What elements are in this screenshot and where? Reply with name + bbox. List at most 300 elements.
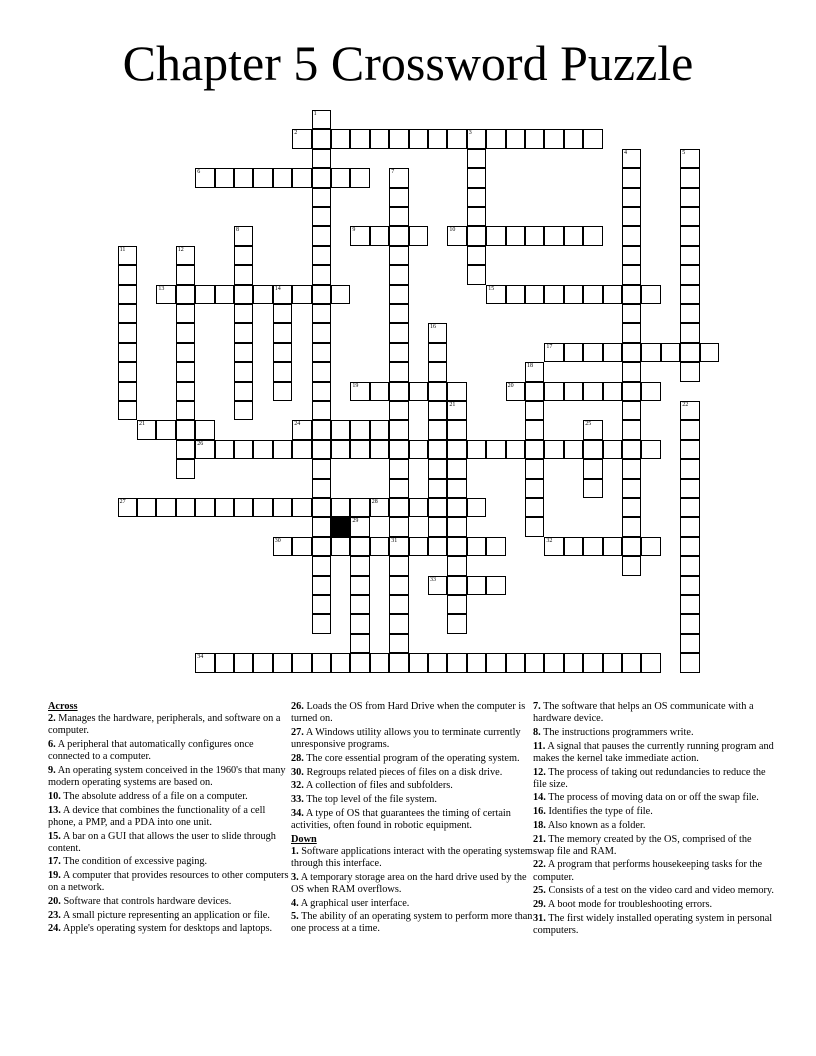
grid-cell[interactable] — [350, 168, 369, 187]
grid-cell[interactable] — [622, 226, 641, 245]
grid-cell[interactable] — [350, 595, 369, 614]
grid-cell[interactable] — [641, 653, 660, 672]
grid-cell[interactable] — [680, 498, 699, 517]
grid-cell[interactable] — [350, 226, 369, 245]
grid-cell[interactable] — [486, 285, 505, 304]
grid-cell[interactable] — [447, 517, 466, 536]
grid-cell[interactable] — [680, 168, 699, 187]
grid-cell[interactable] — [312, 556, 331, 575]
grid-cell[interactable] — [312, 304, 331, 323]
grid-cell[interactable] — [389, 401, 408, 420]
grid-cell[interactable] — [215, 440, 234, 459]
grid-cell[interactable] — [428, 479, 447, 498]
grid-cell[interactable] — [253, 498, 272, 517]
grid-cell[interactable] — [389, 498, 408, 517]
grid-cell[interactable] — [253, 168, 272, 187]
grid-cell[interactable] — [292, 285, 311, 304]
grid-cell[interactable] — [680, 323, 699, 342]
grid-cell[interactable] — [409, 537, 428, 556]
grid-cell[interactable] — [409, 382, 428, 401]
grid-cell[interactable] — [118, 382, 137, 401]
grid-cell[interactable] — [195, 498, 214, 517]
grid-cell[interactable] — [176, 440, 195, 459]
grid-cell[interactable] — [176, 362, 195, 381]
grid-cell[interactable] — [447, 576, 466, 595]
grid-cell[interactable] — [215, 498, 234, 517]
grid-cell[interactable] — [447, 440, 466, 459]
grid-cell[interactable] — [622, 401, 641, 420]
grid-cell[interactable] — [428, 517, 447, 536]
grid-cell[interactable] — [176, 265, 195, 284]
grid-cell[interactable] — [312, 595, 331, 614]
grid-cell[interactable] — [253, 653, 272, 672]
grid-cell[interactable] — [370, 382, 389, 401]
grid-cell[interactable] — [156, 420, 175, 439]
grid-cell[interactable] — [622, 265, 641, 284]
grid-cell[interactable] — [544, 129, 563, 148]
grid-cell[interactable] — [312, 362, 331, 381]
grid-cell[interactable] — [680, 401, 699, 420]
grid-cell[interactable] — [389, 323, 408, 342]
grid-cell[interactable] — [409, 498, 428, 517]
grid-cell[interactable] — [544, 653, 563, 672]
grid-cell[interactable] — [447, 556, 466, 575]
grid-cell[interactable] — [389, 595, 408, 614]
grid-cell[interactable] — [447, 459, 466, 478]
grid-cell[interactable] — [292, 168, 311, 187]
grid-cell[interactable] — [544, 343, 563, 362]
grid-cell[interactable] — [312, 129, 331, 148]
grid-cell[interactable] — [447, 401, 466, 420]
grid-cell[interactable] — [331, 168, 350, 187]
grid-cell[interactable] — [176, 420, 195, 439]
grid-cell[interactable] — [312, 459, 331, 478]
grid-cell[interactable] — [680, 285, 699, 304]
grid-cell[interactable] — [525, 401, 544, 420]
grid-cell[interactable] — [234, 343, 253, 362]
grid-cell[interactable] — [525, 459, 544, 478]
grid-cell[interactable] — [700, 343, 719, 362]
grid-cell[interactable] — [234, 226, 253, 245]
grid-cell[interactable] — [389, 226, 408, 245]
grid-cell[interactable] — [350, 129, 369, 148]
grid-cell[interactable] — [389, 304, 408, 323]
grid-cell[interactable] — [389, 168, 408, 187]
grid-cell[interactable] — [447, 129, 466, 148]
grid-cell[interactable] — [680, 614, 699, 633]
grid-cell[interactable] — [564, 226, 583, 245]
grid-cell[interactable] — [564, 343, 583, 362]
grid-cell[interactable] — [312, 265, 331, 284]
grid-cell[interactable] — [525, 420, 544, 439]
grid-cell[interactable] — [312, 343, 331, 362]
grid-cell[interactable] — [428, 343, 447, 362]
grid-cell[interactable] — [525, 653, 544, 672]
grid-cell[interactable] — [486, 129, 505, 148]
grid-cell[interactable] — [447, 614, 466, 633]
grid-cell[interactable] — [118, 498, 137, 517]
grid-cell[interactable] — [428, 576, 447, 595]
grid-cell[interactable] — [312, 207, 331, 226]
grid-cell[interactable] — [234, 285, 253, 304]
grid-cell[interactable] — [525, 498, 544, 517]
grid-cell[interactable] — [641, 537, 660, 556]
grid-cell[interactable] — [195, 420, 214, 439]
grid-cell[interactable] — [622, 556, 641, 575]
grid-cell[interactable] — [234, 653, 253, 672]
grid-cell[interactable] — [350, 556, 369, 575]
grid-cell[interactable] — [525, 517, 544, 536]
grid-cell[interactable] — [467, 440, 486, 459]
grid-cell[interactable] — [506, 226, 525, 245]
grid-cell[interactable] — [564, 285, 583, 304]
grid-cell[interactable] — [428, 440, 447, 459]
grid-cell[interactable] — [680, 304, 699, 323]
grid-cell[interactable] — [641, 382, 660, 401]
grid-cell[interactable] — [215, 285, 234, 304]
grid-cell[interactable] — [525, 226, 544, 245]
grid-cell[interactable] — [389, 285, 408, 304]
grid-cell[interactable] — [447, 420, 466, 439]
grid-cell[interactable] — [389, 479, 408, 498]
grid-cell[interactable] — [234, 440, 253, 459]
grid-cell[interactable] — [486, 537, 505, 556]
grid-cell[interactable] — [331, 285, 350, 304]
grid-cell[interactable] — [680, 556, 699, 575]
grid-cell[interactable] — [370, 440, 389, 459]
grid-cell[interactable] — [176, 285, 195, 304]
grid-cell[interactable] — [622, 207, 641, 226]
grid-cell[interactable] — [525, 479, 544, 498]
grid-cell[interactable] — [525, 362, 544, 381]
grid-cell[interactable] — [680, 653, 699, 672]
grid-cell[interactable] — [312, 168, 331, 187]
grid-cell[interactable] — [447, 595, 466, 614]
grid-cell[interactable] — [176, 498, 195, 517]
grid-cell[interactable] — [312, 323, 331, 342]
grid-cell[interactable] — [350, 614, 369, 633]
grid-cell[interactable] — [292, 653, 311, 672]
grid-cell[interactable] — [428, 129, 447, 148]
grid-cell[interactable] — [544, 537, 563, 556]
grid-cell[interactable] — [234, 246, 253, 265]
grid-cell[interactable] — [486, 653, 505, 672]
grid-cell[interactable] — [331, 537, 350, 556]
grid-cell[interactable] — [370, 498, 389, 517]
grid-cell[interactable] — [273, 653, 292, 672]
grid-cell[interactable] — [234, 401, 253, 420]
grid-cell[interactable] — [350, 537, 369, 556]
grid-cell[interactable] — [234, 304, 253, 323]
grid-cell[interactable] — [583, 343, 602, 362]
grid-cell[interactable] — [447, 653, 466, 672]
grid-cell[interactable] — [680, 576, 699, 595]
grid-cell[interactable] — [176, 323, 195, 342]
grid-cell[interactable] — [680, 362, 699, 381]
grid-cell[interactable] — [350, 440, 369, 459]
grid-cell[interactable] — [176, 382, 195, 401]
grid-cell[interactable] — [680, 149, 699, 168]
grid-cell[interactable] — [292, 537, 311, 556]
grid-cell[interactable] — [350, 420, 369, 439]
grid-cell[interactable] — [622, 149, 641, 168]
grid-cell[interactable] — [312, 653, 331, 672]
grid-cell[interactable] — [409, 226, 428, 245]
grid-cell[interactable] — [622, 343, 641, 362]
grid-cell[interactable] — [544, 285, 563, 304]
grid-cell[interactable] — [312, 537, 331, 556]
grid-cell[interactable] — [544, 226, 563, 245]
grid-cell[interactable] — [312, 285, 331, 304]
grid-cell[interactable] — [176, 304, 195, 323]
grid-cell[interactable] — [641, 440, 660, 459]
grid-cell[interactable] — [680, 265, 699, 284]
grid-cell[interactable] — [583, 479, 602, 498]
grid-cell[interactable] — [447, 479, 466, 498]
grid-cell[interactable] — [680, 226, 699, 245]
grid-cell[interactable] — [680, 479, 699, 498]
grid-cell[interactable] — [525, 382, 544, 401]
grid-cell[interactable] — [118, 401, 137, 420]
grid-cell[interactable] — [370, 226, 389, 245]
grid-cell[interactable] — [428, 537, 447, 556]
grid-cell[interactable] — [389, 537, 408, 556]
grid-cell[interactable] — [370, 537, 389, 556]
grid-cell[interactable] — [176, 401, 195, 420]
grid-cell[interactable] — [331, 440, 350, 459]
grid-cell[interactable] — [389, 576, 408, 595]
grid-cell[interactable] — [409, 653, 428, 672]
grid-cell[interactable] — [428, 401, 447, 420]
grid-cell[interactable] — [486, 440, 505, 459]
grid-cell[interactable] — [506, 285, 525, 304]
grid-cell[interactable] — [564, 653, 583, 672]
grid-cell[interactable] — [234, 362, 253, 381]
grid-cell[interactable] — [234, 498, 253, 517]
grid-cell[interactable] — [525, 285, 544, 304]
grid-cell[interactable] — [622, 168, 641, 187]
grid-cell[interactable] — [447, 382, 466, 401]
grid-cell[interactable] — [467, 207, 486, 226]
grid-cell[interactable] — [292, 420, 311, 439]
grid-cell[interactable] — [583, 129, 602, 148]
grid-cell[interactable] — [350, 653, 369, 672]
grid-cell[interactable] — [564, 382, 583, 401]
grid-cell[interactable] — [253, 440, 272, 459]
grid-cell[interactable] — [389, 440, 408, 459]
grid-cell[interactable] — [603, 653, 622, 672]
grid-cell[interactable] — [428, 323, 447, 342]
grid-cell[interactable] — [350, 498, 369, 517]
grid-cell[interactable] — [234, 323, 253, 342]
grid-cell[interactable] — [118, 246, 137, 265]
grid-cell[interactable] — [603, 537, 622, 556]
grid-cell[interactable] — [622, 285, 641, 304]
grid-cell[interactable] — [428, 653, 447, 672]
grid-cell[interactable] — [389, 614, 408, 633]
grid-cell[interactable] — [622, 323, 641, 342]
grid-cell[interactable] — [118, 285, 137, 304]
grid-cell[interactable] — [680, 246, 699, 265]
grid-cell[interactable] — [312, 440, 331, 459]
grid-cell[interactable] — [350, 576, 369, 595]
grid-cell[interactable] — [525, 440, 544, 459]
grid-cell[interactable] — [176, 343, 195, 362]
grid-cell[interactable] — [389, 420, 408, 439]
grid-cell[interactable] — [680, 207, 699, 226]
grid-cell[interactable] — [583, 285, 602, 304]
grid-cell[interactable] — [583, 440, 602, 459]
grid-cell[interactable] — [273, 168, 292, 187]
grid-cell[interactable] — [680, 343, 699, 362]
grid-cell[interactable] — [273, 323, 292, 342]
grid-cell[interactable] — [156, 498, 175, 517]
grid-cell[interactable] — [312, 110, 331, 129]
grid-cell[interactable] — [428, 362, 447, 381]
grid-cell[interactable] — [447, 226, 466, 245]
grid-cell[interactable] — [389, 362, 408, 381]
grid-cell[interactable] — [312, 188, 331, 207]
grid-cell[interactable] — [389, 188, 408, 207]
grid-cell[interactable] — [486, 226, 505, 245]
grid-cell[interactable] — [389, 207, 408, 226]
grid-cell[interactable] — [331, 653, 350, 672]
grid-cell[interactable] — [680, 188, 699, 207]
grid-cell[interactable] — [389, 129, 408, 148]
grid-cell[interactable] — [641, 343, 660, 362]
grid-cell[interactable] — [234, 168, 253, 187]
grid-cell[interactable] — [370, 420, 389, 439]
grid-cell[interactable] — [273, 382, 292, 401]
grid-cell[interactable] — [370, 653, 389, 672]
grid-cell[interactable] — [603, 382, 622, 401]
grid-cell[interactable] — [195, 440, 214, 459]
grid-cell[interactable] — [195, 653, 214, 672]
grid-cell[interactable] — [506, 382, 525, 401]
grid-cell[interactable] — [312, 149, 331, 168]
grid-cell[interactable] — [118, 343, 137, 362]
grid-cell[interactable] — [292, 498, 311, 517]
grid-cell[interactable] — [680, 595, 699, 614]
grid-cell[interactable] — [680, 634, 699, 653]
grid-cell[interactable] — [312, 614, 331, 633]
grid-cell[interactable] — [447, 537, 466, 556]
grid-cell[interactable] — [506, 653, 525, 672]
grid-cell[interactable] — [273, 304, 292, 323]
grid-cell[interactable] — [409, 129, 428, 148]
grid-cell[interactable] — [312, 517, 331, 536]
grid-cell[interactable] — [331, 129, 350, 148]
grid-cell[interactable] — [176, 246, 195, 265]
grid-cell[interactable] — [292, 440, 311, 459]
grid-cell[interactable] — [486, 576, 505, 595]
grid-cell[interactable] — [428, 382, 447, 401]
grid-cell[interactable] — [467, 226, 486, 245]
grid-cell[interactable] — [273, 285, 292, 304]
grid-cell[interactable] — [389, 382, 408, 401]
grid-cell[interactable] — [603, 343, 622, 362]
grid-cell[interactable] — [622, 517, 641, 536]
grid-cell[interactable] — [622, 382, 641, 401]
grid-cell[interactable] — [312, 576, 331, 595]
grid-cell[interactable] — [603, 285, 622, 304]
grid-cell[interactable] — [370, 129, 389, 148]
grid-cell[interactable] — [118, 265, 137, 284]
grid-cell[interactable] — [292, 129, 311, 148]
grid-cell[interactable] — [467, 246, 486, 265]
grid-cell[interactable] — [622, 440, 641, 459]
grid-cell[interactable] — [506, 129, 525, 148]
grid-cell[interactable] — [641, 285, 660, 304]
grid-cell[interactable] — [389, 343, 408, 362]
grid-cell[interactable] — [467, 498, 486, 517]
grid-cell[interactable] — [428, 420, 447, 439]
grid-cell[interactable] — [467, 265, 486, 284]
grid-cell[interactable] — [312, 226, 331, 245]
grid-cell[interactable] — [564, 129, 583, 148]
grid-cell[interactable] — [467, 149, 486, 168]
grid-cell[interactable] — [331, 420, 350, 439]
grid-cell[interactable] — [195, 285, 214, 304]
grid-cell[interactable] — [137, 420, 156, 439]
grid-cell[interactable] — [661, 343, 680, 362]
grid-cell[interactable] — [583, 382, 602, 401]
grid-cell[interactable] — [389, 634, 408, 653]
grid-cell[interactable] — [525, 129, 544, 148]
grid-cell[interactable] — [350, 382, 369, 401]
grid-cell[interactable] — [312, 382, 331, 401]
grid-cell[interactable] — [389, 265, 408, 284]
grid-cell[interactable] — [137, 498, 156, 517]
grid-cell[interactable] — [389, 653, 408, 672]
grid-cell[interactable] — [215, 168, 234, 187]
grid-cell[interactable] — [680, 440, 699, 459]
grid-cell[interactable] — [312, 246, 331, 265]
grid-cell[interactable] — [564, 537, 583, 556]
grid-cell[interactable] — [118, 362, 137, 381]
grid-cell[interactable] — [622, 479, 641, 498]
grid-cell[interactable] — [234, 382, 253, 401]
grid-cell[interactable] — [467, 537, 486, 556]
grid-cell[interactable] — [350, 517, 369, 536]
grid-cell[interactable] — [331, 498, 350, 517]
grid-cell[interactable] — [680, 420, 699, 439]
grid-cell[interactable] — [195, 168, 214, 187]
grid-cell[interactable] — [680, 517, 699, 536]
grid-cell[interactable] — [253, 285, 272, 304]
grid-cell[interactable] — [273, 343, 292, 362]
grid-cell[interactable] — [622, 537, 641, 556]
grid-cell[interactable] — [467, 188, 486, 207]
grid-cell[interactable] — [583, 226, 602, 245]
grid-cell[interactable] — [273, 362, 292, 381]
grid-cell[interactable] — [622, 188, 641, 207]
grid-cell[interactable] — [312, 401, 331, 420]
grid-cell[interactable] — [622, 420, 641, 439]
grid-cell[interactable] — [467, 653, 486, 672]
grid-cell[interactable] — [176, 459, 195, 478]
grid-cell[interactable] — [428, 498, 447, 517]
grid-cell[interactable] — [312, 479, 331, 498]
grid-cell[interactable] — [622, 653, 641, 672]
grid-cell[interactable] — [622, 498, 641, 517]
grid-cell[interactable] — [428, 459, 447, 478]
grid-cell[interactable] — [544, 382, 563, 401]
grid-cell[interactable] — [622, 362, 641, 381]
grid-cell[interactable] — [273, 498, 292, 517]
grid-cell[interactable] — [156, 285, 175, 304]
grid-cell[interactable] — [312, 498, 331, 517]
